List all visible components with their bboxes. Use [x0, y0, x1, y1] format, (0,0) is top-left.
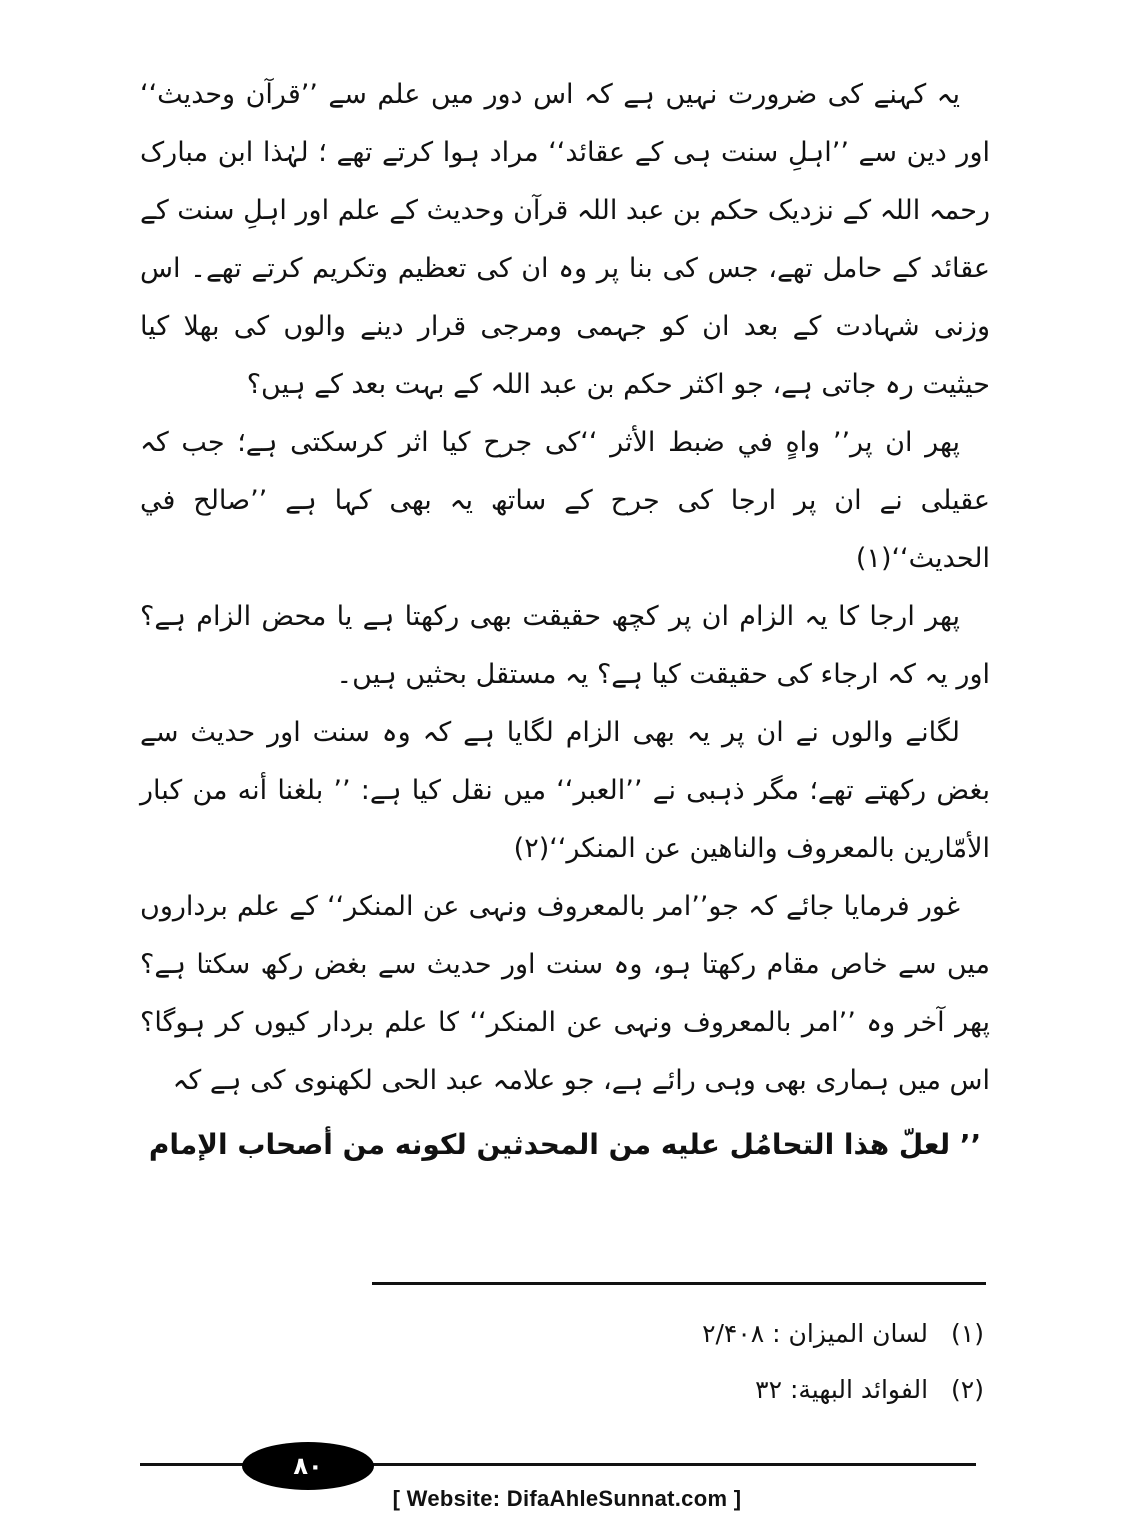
- footnote-text: الفوائد البهية: ۳۲: [755, 1375, 929, 1404]
- footnotes: [384, 1306, 984, 1418]
- footnote-2: [384, 1362, 984, 1418]
- paragraph-2: پھر ان پر’’ واهٍ في ضبط الأثر ‘‘کی جرح کیا اثر کرسکتی ہے؛ جب کہ عقیلی نے ان پر ارجا کی جرح کے ساتھ یہ بھی کہا ہے ’’صالح في الحديث‘‘(۱): [140, 427, 990, 574]
- website-footer: [ Website: DifaAhleSunnat.com ]: [392, 1486, 742, 1511]
- footnote-divider: [372, 1282, 986, 1285]
- footnote-number: (۲): [951, 1375, 984, 1404]
- page-number: ۸۰: [242, 1442, 374, 1490]
- paragraph-1: یہ کہنے کی ضرورت نہیں ہے کہ اس دور میں علم سے ’’قرآن وحدیث‘‘ اور دین سے ’’اہلِ سنت ہی کے عقائد‘‘ مراد ہوا کرتے تھے ؛ لہٰذا ابن مبارک رحمہ اللہ کے نزدیک حکم بن عبد اللہ قرآن وحدیث کے علم اور اہلِ سنت کے عقائد کے حامل تھے، جس کی بنا پر وہ ان کی تعظیم وتکریم کرتے تھے۔ اس وزنی شہادت کے بعد ان کو جہمی ومرجی قرار دینے والوں کی بھلا کیا حیثیت رہ جاتی ہے، جو اکثر حکم بن عبد اللہ کے بہت بعد کے ہیں؟: [140, 79, 990, 400]
- paragraph-3: پھر ارجا کا یہ الزام ان پر کچھ حقیقت بھی رکھتا ہے یا محض الزام ہے؟ اور یہ کہ ارجاء کی حقیقت کیا ہے؟ یہ مستقل بحثیں ہیں۔: [140, 601, 990, 690]
- paragraph-5: غور فرمایا جائے کہ جو’’امر بالمعروف ونہی عن المنکر‘‘ کے علم برداروں میں سے خاص مقام رکھتا ہو، وہ سنت اور حدیث سے بغض رکھ سکتا ہے؟ پھر آخر وہ ’’امر بالمعروف ونہی عن المنکر‘‘ کا علم بردار کیوں کر ہوگا؟ اس میں ہماری بھی وہی رائے ہے، جو علامہ عبد الحی لکھنوی کی ہے کہ: [140, 891, 990, 1096]
- footnote-number: (۱): [951, 1319, 984, 1348]
- paragraph-4: لگانے والوں نے ان پر یہ بھی الزام لگایا ہے کہ وہ سنت اور حدیث سے بغض رکھتے تھے؛ مگر ذہبی نے ’’العبر‘‘ میں نقل کیا ہے: ’’ بلغنا أنه من كبار الأمّارين بالمعروف والناهين عن المنكر‘‘(۲): [140, 717, 990, 864]
- footnote-1: [384, 1306, 984, 1362]
- footnote-text: لسان الميزان : ۲/۴۰۸: [702, 1319, 929, 1348]
- main-text: [140, 66, 990, 1174]
- arabic-quote: ’’ لعلّ هذا التحامُل عليه من المحدثين لكونه من أصحاب الإمام: [148, 1128, 982, 1161]
